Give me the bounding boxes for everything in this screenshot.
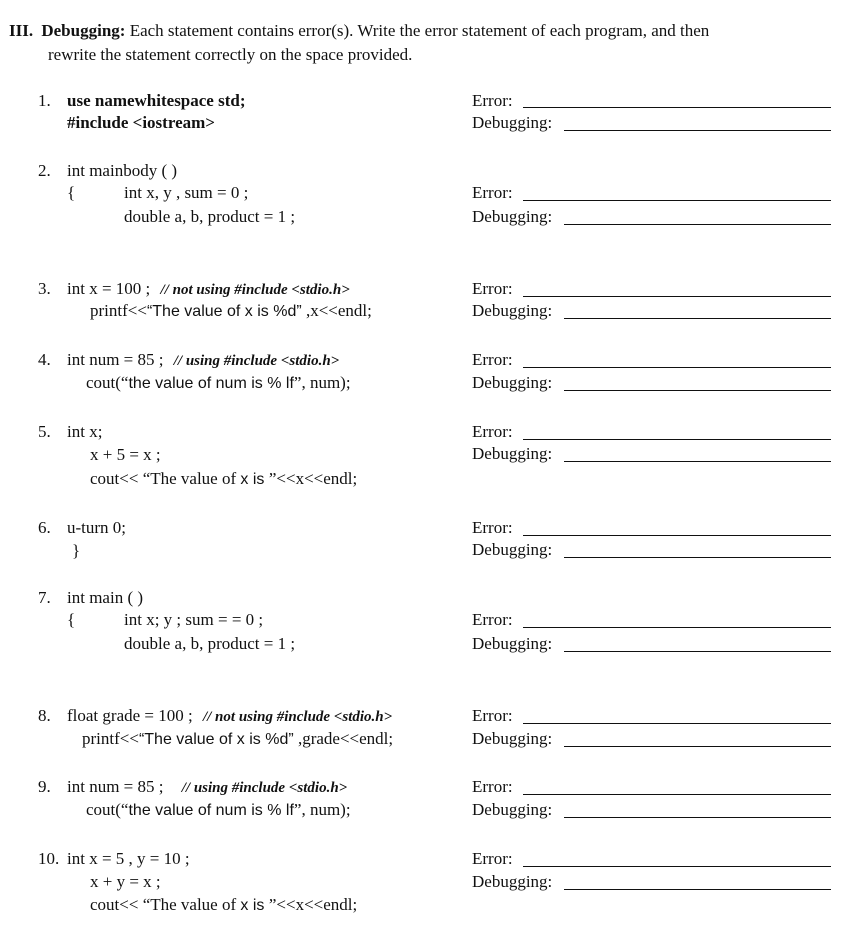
question-8-error-label: Error: bbox=[472, 706, 513, 725]
question-4-number: 4. bbox=[38, 350, 51, 369]
question-7-line-2: int x; y ; sum = = 0 ; bbox=[124, 610, 264, 629]
question-3-error-label: Error: bbox=[472, 279, 513, 298]
question-4-comment: // using #include <stdio.h> bbox=[173, 353, 340, 369]
question-2-error-line[interactable] bbox=[523, 200, 831, 201]
question-1-debugging-line[interactable] bbox=[564, 130, 831, 131]
question-1-line-1: use namewhitespace std; bbox=[67, 91, 246, 110]
section-numeral: III. bbox=[9, 21, 34, 40]
question-10-debugging-line[interactable] bbox=[564, 889, 831, 890]
question-10-debugging-label: Debugging: bbox=[472, 872, 553, 891]
question-6-debugging-line[interactable] bbox=[564, 557, 831, 558]
question-4-line-1: int num = 85 ; // using #include <stdio.h> bbox=[67, 350, 340, 369]
question-4-error-label: Error: bbox=[472, 350, 513, 369]
question-10-line-2: x + y = x ; bbox=[90, 872, 161, 891]
section-instruction-2: rewrite the statement correctly on the space provided. bbox=[48, 45, 413, 64]
question-6-error-line[interactable] bbox=[523, 535, 831, 536]
question-7-error-line[interactable] bbox=[523, 627, 831, 628]
question-2-line-2: int x, y , sum = 0 ; bbox=[124, 183, 249, 202]
question-4-debugging-line[interactable] bbox=[564, 390, 831, 391]
question-2-debugging-label: Debugging: bbox=[472, 207, 553, 226]
question-3-debugging-line[interactable] bbox=[564, 318, 831, 319]
question-9-number: 9. bbox=[38, 777, 51, 796]
question-7-line-1: int main ( ) bbox=[67, 588, 144, 607]
question-9-debugging-label: Debugging: bbox=[472, 800, 553, 819]
question-6-number: 6. bbox=[38, 518, 51, 537]
question-7-line-3: double a, b, product = 1 ; bbox=[124, 634, 296, 653]
question-6-brace: } bbox=[72, 541, 81, 560]
question-2-debugging-line[interactable] bbox=[564, 224, 831, 225]
question-2-number: 2. bbox=[38, 161, 51, 180]
question-2-error-label: Error: bbox=[472, 183, 513, 202]
question-1-error-line[interactable] bbox=[523, 107, 831, 108]
question-5-line-1: int x; bbox=[67, 422, 103, 441]
question-9-line-2: cout(“the value of num is % lf”, num); bbox=[86, 800, 351, 819]
question-6-debugging-label: Debugging: bbox=[472, 540, 553, 559]
question-3-line-2: printf<<“The value of x is %d” ,x<<endl; bbox=[90, 301, 372, 320]
question-5-debugging-label: Debugging: bbox=[472, 444, 553, 463]
question-7-number: 7. bbox=[38, 588, 51, 607]
section-title: Debugging: bbox=[41, 21, 126, 40]
question-1-line-2: #include <iostream> bbox=[67, 113, 215, 132]
question-1-number: 1. bbox=[38, 91, 51, 110]
question-9-comment: // using #include <stdio.h> bbox=[181, 780, 348, 796]
section-instruction-1: Each statement contains error(s). Write the error statement of each program, and then bbox=[129, 21, 710, 40]
question-2-brace: { bbox=[67, 183, 76, 202]
question-8-line-2: printf<<“The value of x is %d” ,grade<<endl; bbox=[82, 729, 394, 748]
question-1-error-label: Error: bbox=[472, 91, 513, 110]
question-6-error-label: Error: bbox=[472, 518, 513, 537]
question-8-line-1: float grade = 100 ; // not using #include <stdio.h> bbox=[67, 706, 393, 725]
question-8-comment: // not using #include <stdio.h> bbox=[202, 709, 393, 725]
question-10-error-line[interactable] bbox=[523, 866, 831, 867]
question-7-brace: { bbox=[67, 610, 76, 629]
question-3-debugging-label: Debugging: bbox=[472, 301, 553, 320]
question-2-line-3: double a, b, product = 1 ; bbox=[124, 207, 296, 226]
question-10-error-label: Error: bbox=[472, 849, 513, 868]
question-5-line-3: cout<< “The value of x is ”<<x<<endl; bbox=[90, 469, 358, 488]
question-3-number: 3. bbox=[38, 279, 51, 298]
question-7-error-label: Error: bbox=[472, 610, 513, 629]
question-9-debugging-line[interactable] bbox=[564, 817, 831, 818]
question-5-error-label: Error: bbox=[472, 422, 513, 441]
question-8-debugging-label: Debugging: bbox=[472, 729, 553, 748]
question-4-line-2: cout(“the value of num is % lf”, num); bbox=[86, 373, 351, 392]
question-3-comment: // not using #include <stdio.h> bbox=[160, 282, 350, 298]
question-10-line-3: cout<< “The value of x is ”<<x<<endl; bbox=[90, 895, 358, 914]
question-10-number: 10. bbox=[38, 849, 60, 868]
question-6-line-1: u-turn 0; bbox=[67, 518, 127, 537]
question-9-error-line[interactable] bbox=[523, 794, 831, 795]
question-3-error-line[interactable] bbox=[523, 296, 831, 297]
question-7-debugging-label: Debugging: bbox=[472, 634, 553, 653]
question-1-debugging-label: Debugging: bbox=[472, 113, 553, 132]
question-5-debugging-line[interactable] bbox=[564, 461, 831, 462]
question-10-line-1: int x = 5 , y = 10 ; bbox=[67, 849, 190, 868]
question-5-line-2: x + 5 = x ; bbox=[90, 445, 161, 464]
question-2-line-1: int mainbody ( ) bbox=[67, 161, 178, 180]
question-9-error-label: Error: bbox=[472, 777, 513, 796]
question-8-number: 8. bbox=[38, 706, 51, 725]
question-7-debugging-line[interactable] bbox=[564, 651, 831, 652]
question-8-error-line[interactable] bbox=[523, 723, 831, 724]
question-9-line-1: int num = 85 ; // using #include <stdio.h> bbox=[67, 777, 348, 796]
question-8-debugging-line[interactable] bbox=[564, 746, 831, 747]
question-3-line-1: int x = 100 ; // not using #include <stdio.h> bbox=[67, 279, 350, 298]
question-5-error-line[interactable] bbox=[523, 439, 831, 440]
question-5-number: 5. bbox=[38, 422, 51, 441]
section-header bbox=[9, 20, 709, 42]
question-4-debugging-label: Debugging: bbox=[472, 373, 553, 392]
question-4-error-line[interactable] bbox=[523, 367, 831, 368]
